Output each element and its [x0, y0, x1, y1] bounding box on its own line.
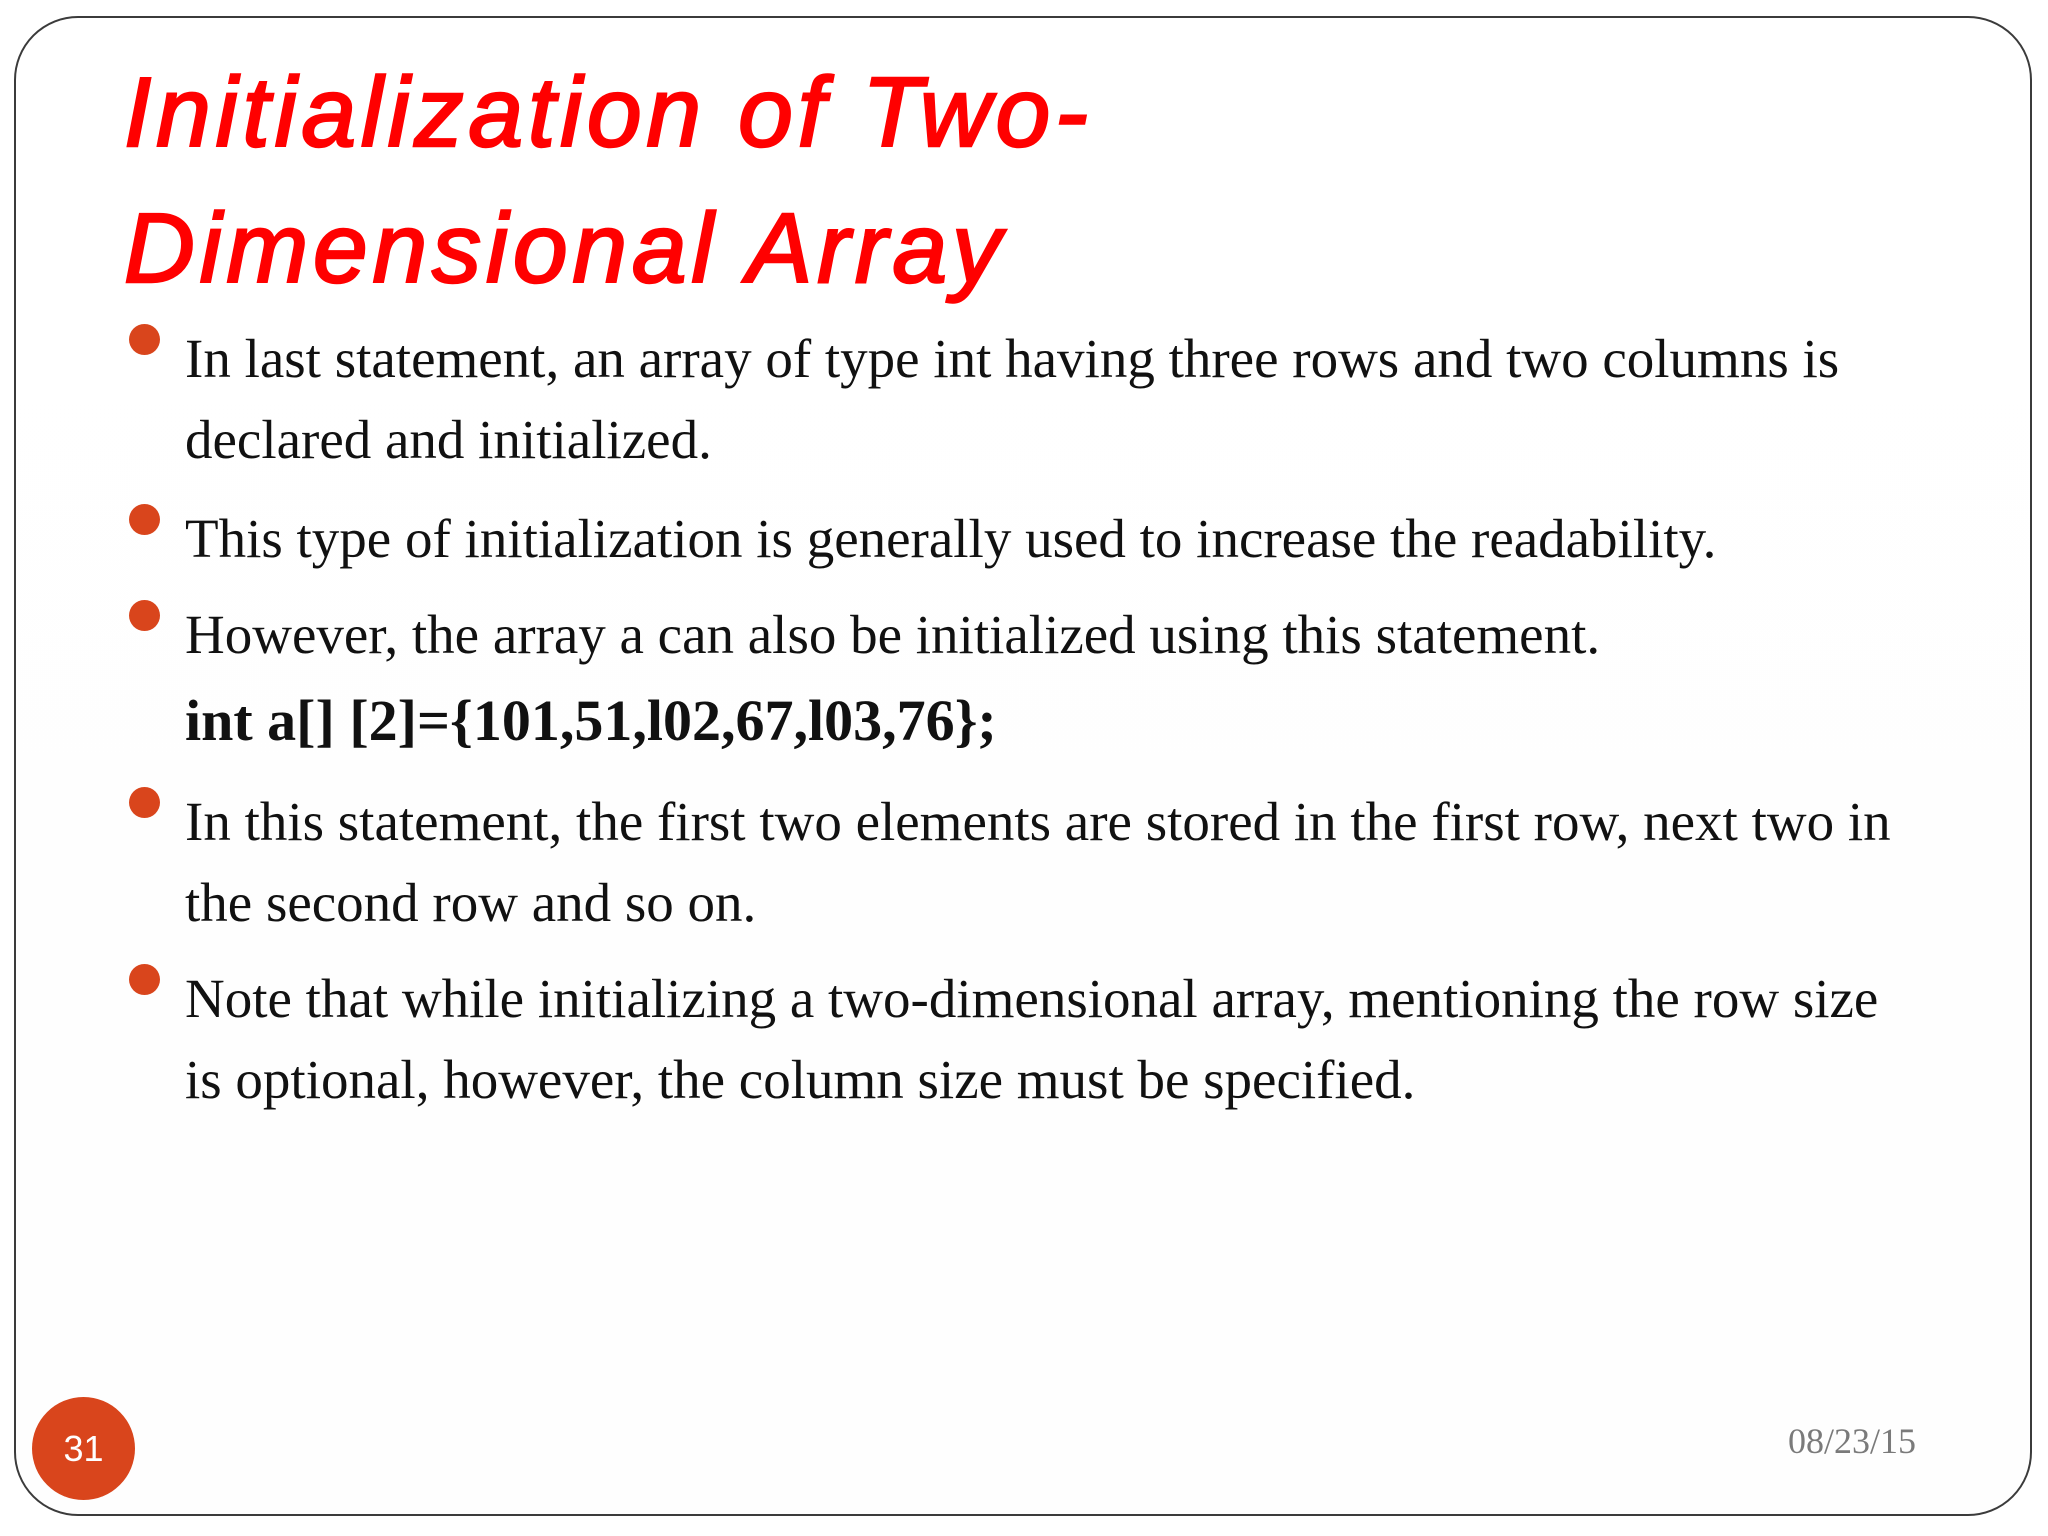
slide-date: 08/23/15 — [1787, 1421, 1916, 1461]
bullet-dot-icon — [129, 787, 160, 818]
slide-title — [124, 44, 1524, 316]
bullet-text: However, the array a can also be initialized using this statement. — [185, 604, 1601, 665]
bullet-item — [126, 781, 1926, 943]
code-statement: int a[] [2]={101,51,l02,67,l03,76}; — [185, 688, 997, 753]
bullet-text: Note that while initializing a two-dimensional array, mentioning the row size is optional, however, the column size must be specified. — [185, 968, 1879, 1110]
bullet-text: In last statement, an array of type int having three rows and two columns is declared and initialized. — [185, 328, 1840, 470]
bullet-item — [126, 498, 1926, 579]
slide-title-line-2: Dimensional Array — [124, 193, 1006, 303]
bullet-text: In this statement, the first two elements are stored in the first row, next two in the second row and so on. — [185, 791, 1891, 933]
bullet-item — [126, 958, 1926, 1120]
bullet-text: This type of initialization is generally used to increase the readability. — [185, 508, 1717, 569]
bullet-dot-icon — [129, 324, 160, 355]
slide-title-line-1: Initialization of Two- — [124, 57, 1093, 167]
bullet-list — [126, 318, 1926, 1120]
bullet-dot-icon — [129, 964, 160, 995]
page-number-badge: 31 — [32, 1397, 135, 1500]
bullet-item — [126, 594, 1926, 675]
bullet-dot-icon — [129, 600, 160, 631]
bullet-dot-icon — [129, 504, 160, 535]
bullet-item — [126, 318, 1926, 480]
